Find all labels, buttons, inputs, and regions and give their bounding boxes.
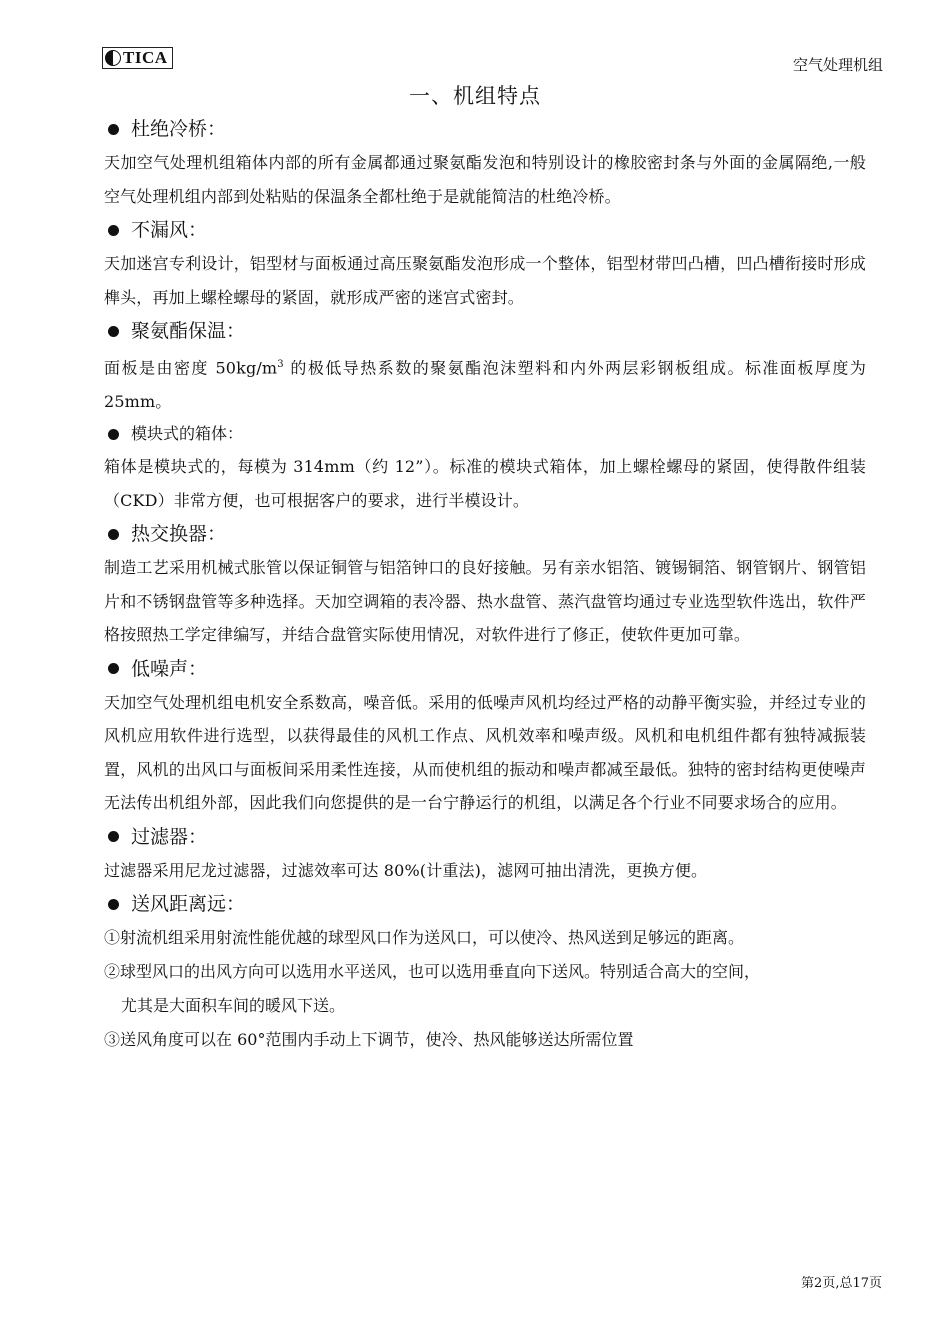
feature-body: 过滤器采用尼龙过滤器，过滤效率可达 80%(计重法)，滤网可抽出清洗，更换方便。 xyxy=(104,860,708,880)
body-text-before: 面板是由密度 50kg/m xyxy=(104,358,278,378)
feature-heading-text: 杜绝冷桥： xyxy=(131,118,227,140)
document-title: 空气处理机组 xyxy=(792,56,883,74)
feature-body: 天加空气处理机组电机安全系数高，噪音低。采用的低噪声风机均经过严格的动静平衡实验，并经过专业的风机应用软件进行选型，以获得最佳的风机工作点、风机效率和噪声级。风机和电机组件都有独特减振装置，风机的出风口与面板间采用柔性连接，从而使机组的振动和噪声都减至最低。独特的密封结构更使噪声无法传出机组外部，因此我们向您提供的是一台宁静运行的机组，以满足各个行业不同要求场合的应用。 xyxy=(104,692,866,813)
feature-heading xyxy=(104,820,866,854)
unit-superscript: 3 xyxy=(277,359,284,370)
feature-heading-text: 不漏风： xyxy=(131,219,208,241)
list-item-continuation: 尤其是大面积车间的暖风下送。 xyxy=(121,996,346,1016)
bullet-icon xyxy=(108,429,119,440)
feature-heading-text: 模块式的箱体： xyxy=(131,424,244,444)
feature-filter xyxy=(104,820,866,888)
feature-insulation xyxy=(104,314,866,418)
feature-heading xyxy=(104,517,866,551)
feature-heading-text: 过滤器： xyxy=(131,825,208,848)
logo-text: TICA xyxy=(123,48,168,67)
feature-heading xyxy=(104,213,866,247)
feature-heading xyxy=(104,887,866,921)
feature-body xyxy=(104,348,866,418)
feature-heading xyxy=(104,418,866,450)
feature-list xyxy=(104,112,866,1057)
feature-long-throw xyxy=(104,887,866,1057)
feature-heading-text: 送风距离远： xyxy=(131,893,246,916)
feature-body: 箱体是模块式的，每模为 314mm（约 12”）。标准的模块式箱体，加上螺栓螺母的紧固，使得散件组装（CKD）非常方便，也可根据客户的要求，进行半模设计。 xyxy=(104,457,866,510)
feature-body: 天加空气处理机组箱体内部的所有金属都通过聚氨酯发泡和特别设计的橡胶密封条与外面的金属隔绝,一般空气处理机组内部到处粘贴的保温条全都杜绝于是就能简洁的杜绝冷桥。 xyxy=(104,153,866,206)
logo-mark-icon xyxy=(105,50,121,66)
bullet-icon xyxy=(108,663,119,674)
tica-logo xyxy=(102,47,173,69)
feature-cold-bridge xyxy=(104,112,866,213)
bullet-icon xyxy=(108,529,119,540)
feature-heading xyxy=(104,652,866,686)
body-text-after: 的极低导热系数的聚氨酯泡沫塑料和内外两层彩钢板组成。标准面板厚度为 25mm。 xyxy=(104,358,866,411)
bullet-icon xyxy=(108,225,119,236)
bullet-icon xyxy=(108,899,119,910)
feature-heading-text: 低噪声： xyxy=(131,657,208,680)
feature-body: 制造工艺采用机械式胀管以保证铜管与铝箔钟口的良好接触。另有亲水铝箔、镀锡铜箔、钢管钢片、钢管铝片和不锈钢盘管等多种选择。天加空调箱的表冷器、热水盘管、蒸汽盘管均通过专业选型软件选出，软件严格按照热工学定律编写，并结合盘管实际使用情况，对软件进行了修正，使软件更加可靠。 xyxy=(104,558,866,645)
list-item-text: ②球型风口的出风方向可以选用水平送风，也可以选用垂直向下送风。特别适合高大的空间， xyxy=(104,962,761,982)
bullet-icon xyxy=(108,831,119,842)
bullet-icon xyxy=(108,124,119,135)
feature-heading xyxy=(104,314,866,348)
list-item: ③送风角度可以在 60°范围内手动上下调节，使冷、热风能够送达所需位置 xyxy=(104,1030,634,1050)
list-item: ①射流机组采用射流性能优越的球型风口作为送风口，可以使冷、热风送到足够远的距离。 xyxy=(104,928,745,948)
feature-heading xyxy=(104,112,866,146)
feature-air-tight xyxy=(104,213,866,314)
feature-low-noise xyxy=(104,652,866,820)
feature-modular-casing xyxy=(104,418,866,517)
page-number: 第2页,总17页 xyxy=(801,1276,882,1291)
section-title: 一、机组特点 xyxy=(409,84,541,108)
feature-heat-exchanger xyxy=(104,517,866,652)
list-item xyxy=(104,955,866,1023)
feature-heading-text: 聚氨酯保温： xyxy=(131,320,246,342)
feature-heading-text: 热交换器： xyxy=(131,523,227,546)
feature-body: 天加迷宫专利设计，铝型材与面板通过高压聚氨酯发泡形成一个整体，铝型材带凹凸槽，凹凸槽衔接时形成榫头，再加上螺栓螺母的紧固，就形成严密的迷宫式密封。 xyxy=(104,254,866,307)
bullet-icon xyxy=(108,326,119,337)
